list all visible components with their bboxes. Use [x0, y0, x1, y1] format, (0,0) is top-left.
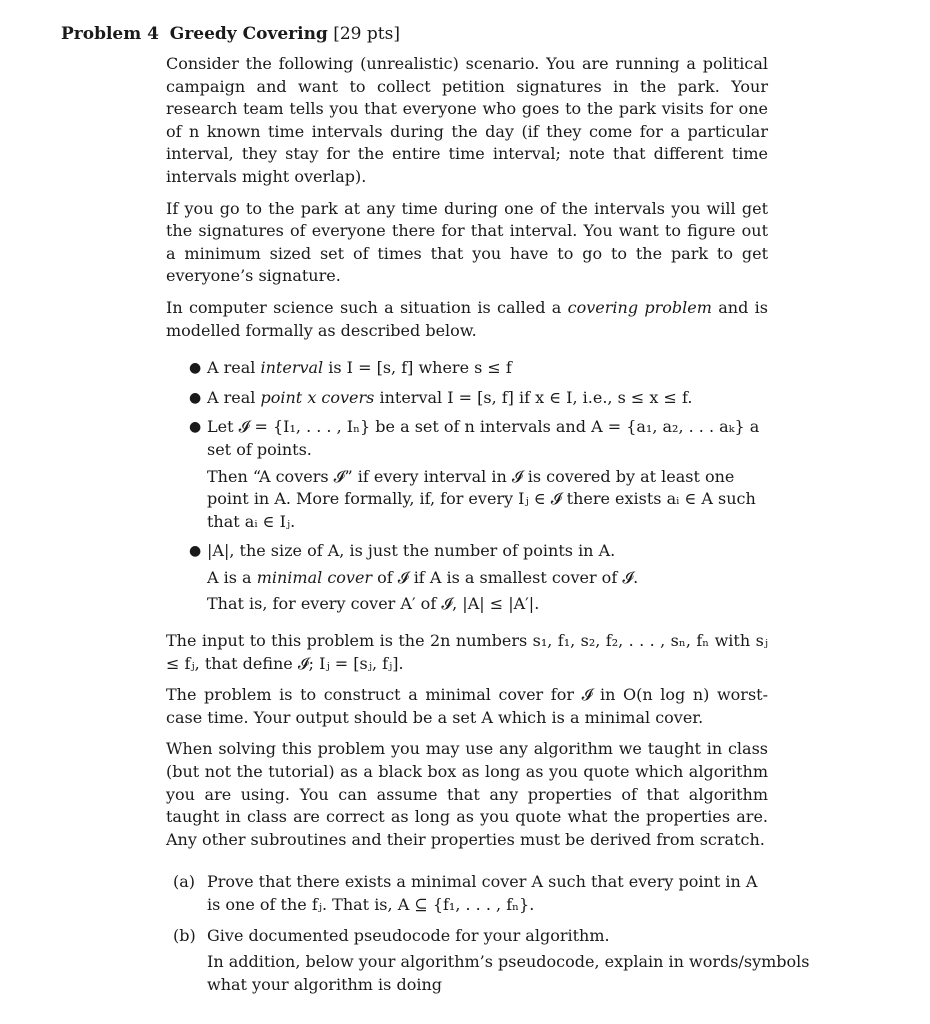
part-label: (a) [173, 872, 196, 892]
problem-title: Greedy Covering [169, 24, 328, 44]
bullet-icon: ● [189, 543, 202, 560]
park-paragraph: If you go to the park at any time during one of the intervals you will get the signatures of everyone there for that interval. You want to figure out a minimum sized set of times that you have to go to the park to get everyone’s signature. [166, 198, 768, 286]
subquestions-list [166, 871, 810, 996]
problem-points: [29 pts] [333, 24, 400, 44]
covering-paragraph: In computer science such a situation is called a covering problem and is modelled formally as described below. [166, 297, 768, 340]
list-item: (b) Give documented pseudocode for your algorithm. In addition, below your algorithm’s pseudocode, explain in words/symbols what your algorithm is doing [173, 925, 810, 994]
bullet-icon: ● [189, 389, 202, 406]
input-paragraph: The input to this problem is the 2n numbers s₁, f₁, s₂, f₂, . . . , sₙ, fₙ with sⱼ ≤ fⱼ, that define 𝓘; Iⱼ = [sⱼ, fⱼ]. [166, 631, 768, 673]
list-item: ● |A|, the size of A, is just the number of points in A. A is a minimal cover of 𝓘 if A is a smallest cover of 𝓘. That is, for every cover A′ of 𝓘, |A| ≤ |A′|. [189, 541, 639, 614]
list-item: ● A real interval is I = [s, f] where s ≤ f [166, 357, 768, 380]
problem-heading [61, 22, 400, 46]
problem-body [166, 53, 810, 1004]
part-label: (b) [173, 925, 196, 945]
list-item: ● Let 𝓘 = {I₁, . . . , Iₙ} be a set of n intervals and A = {a₁, a₂, . . . aₖ} a set of points. Then “A covers 𝓘” if every interval in 𝓘 is covered by at least one point in A. More formally, if, for every Iⱼ ∈ 𝓘 there exists aᵢ ∈ A such that aᵢ ∈ Iⱼ. [189, 417, 760, 531]
bullet-icon: ● [189, 360, 202, 377]
list-item: (a) Prove that there exists a minimal cover A such that every point in A is one of the fⱼ. That is, A ⊆ {f₁, . . . , fₙ}. [173, 872, 758, 914]
intro-paragraph: Consider the following (unrealistic) scenario. You are running a political campaign and want to collect petition signatures in the park. Your research team tells you that everyone who goes to the park visits for one of n known time intervals during the day (if they come for a particular interval, they stay for the entire time interval; note that different time intervals might overlap). [166, 54, 768, 186]
bullet-icon: ● [189, 419, 202, 436]
task-paragraph: The problem is to construct a minimal cover for 𝓘 in O(n log n) worst-case time. Your output should be a set A which is a minimal cover. [166, 685, 768, 727]
problem-label: Problem 4 [61, 24, 159, 44]
list-item: ● A real point x covers interval I = [s, f] if x ∈ I, i.e., s ≤ x ≤ f. [166, 387, 768, 410]
definitions-list [166, 357, 768, 616]
rules-paragraph: When solving this problem you may use any algorithm we taught in class (but not the tutorial) as a black box as long as you quote which algorithm you are using. You can assume that any properties of that algorithm taught in class are correct as long as you quote what the properties are. Any other subroutines and their properties must be derived from scratch. [166, 739, 768, 849]
covering-problem-term: covering problem [567, 297, 712, 317]
